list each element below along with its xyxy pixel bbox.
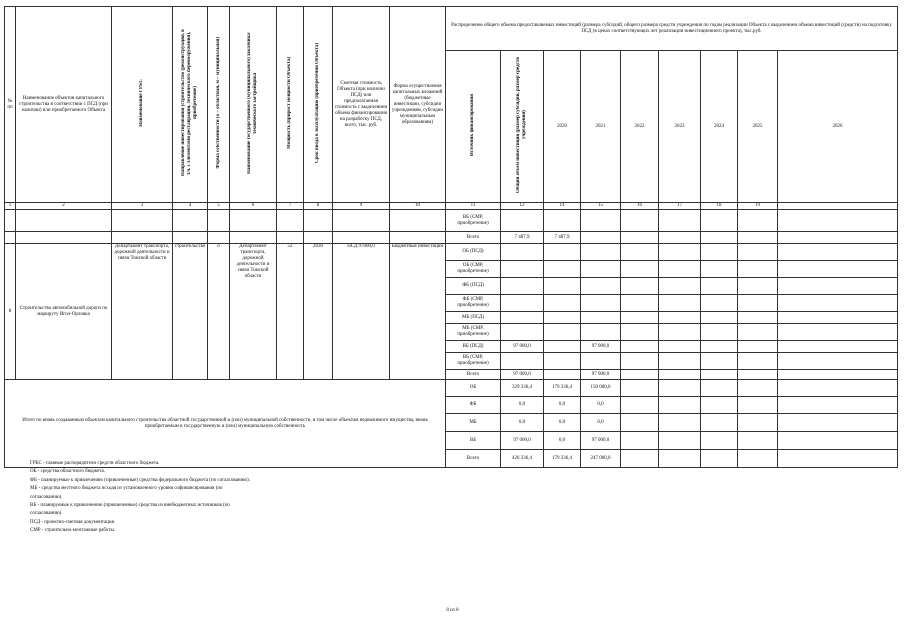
total-cell [501,312,544,324]
source-cell: МБ [446,414,501,432]
y2021-cell [581,295,621,312]
y2020-cell [544,324,581,341]
source-cell: Всего [446,450,501,468]
total-cell [501,278,544,295]
y2021-cell: 97 000,0 [581,432,621,450]
note-line: согласованию). [30,494,63,500]
source-cell: ФБ (СМР, приобретение) [446,295,501,312]
y2021-cell [581,278,621,295]
header-customer: Наименование государственного (муниципального) заказчика/ технического застройщика [230,7,277,203]
object-customer: Департамент транспорта, дорожной деятельности и связи Томской области [230,244,277,380]
col-number: 6 [230,203,277,210]
table-row [5,244,898,261]
col-number: 16 [621,203,659,210]
y2020-cell [544,244,581,261]
abbreviation-notes [30,460,330,536]
col-number: 12 [501,203,544,210]
total-cell [501,295,544,312]
total-cell: 0,0 [501,397,544,414]
header-year: 2021 [581,51,621,203]
header-cost: Сметная стоимость Объекта (при наличии ПСД) или предполагаемая стоимость с выделением объема финансирования на разработку ПСД, всего, тыс. руб. [333,7,390,203]
source-cell: Всего [446,370,501,380]
header-year: 2020 [544,51,581,203]
column-number-row [5,203,898,210]
note-line: ВБ - планируемые к привлечению (привлеченные) средства из внебюджетных источников (по [30,503,230,509]
source-cell: МБ (ПСД) [446,312,501,324]
object-grbs: Департамент транспорта, дорожной деятельности и связи Томской области [112,244,173,380]
header-year: 2026 [778,51,898,203]
source-cell: МБ (СМР, приобретение) [446,324,501,341]
source-cell: ФБ (ПСД) [446,278,501,295]
header-year: 2024 [701,51,738,203]
table-row [5,380,898,397]
note-line: ОБ - средства областного бюджета. [30,469,106,475]
y2020-cell: 179 336,4 [544,450,581,468]
source-cell: ВБ (ПСД) [446,341,501,353]
header-name: Наименование объектов капитального строительства в соответствии с ПСД (при наличии) или приобретаемого Объекта [16,7,112,203]
total-cell: 0,0 [501,414,544,432]
col-number [778,203,898,210]
total-cell [501,353,544,370]
header-form: Форма осуществления капитальных вложений (бюджетные инвестиции, субсидии учреждениям, субсидии муниципальным образованиям) [390,7,446,203]
y2021-cell: 0,0 [581,397,621,414]
source-cell: ОБ (СМР, приобретение) [446,261,501,278]
object-direction: строительство [173,244,208,380]
total-cell [501,210,544,232]
y2021-cell: 0,0 [581,414,621,432]
y2021-cell [581,324,621,341]
col-number: 18 [701,203,738,210]
total-cell: 7 487,9 [501,232,544,244]
col-number: 1 [5,203,16,210]
total-cell: 97 000,0 [501,370,544,380]
y2020-cell [544,210,581,232]
header-year: 2023 [659,51,701,203]
total-cell [501,244,544,261]
col-number: 10 [390,203,446,210]
y2021-cell [581,232,621,244]
y2021-cell [581,353,621,370]
table-row [5,232,898,244]
source-cell: ОБ (ПСД) [446,244,501,261]
source-cell: ВБ (СМР, приобретение) [446,353,501,370]
note-line: ПСД - проектно-сметная документация. [30,519,116,525]
col-number: 8 [304,203,333,210]
header-total: Общий объем инвестиций (размер субсидии, размер средств учреждения) [501,51,544,203]
y2021-cell [581,261,621,278]
page-number: 8 из 8 [446,608,459,613]
y2020-cell: 0,0 [544,397,581,414]
object-ownership: о [208,244,230,380]
note-line: ФБ - планируемые к привлечению (привлеченные) средства федерального бюджета (по согласованию). [30,477,250,483]
note-line: ГРБС - главные распорядители средств областного бюджета. [30,461,160,466]
total-cell: 426 336,4 [501,450,544,468]
y2021-cell [581,210,621,232]
header-year: 2022 [621,51,659,203]
y2021-cell [581,244,621,261]
source-cell: ВБ [446,432,501,450]
col-number: 2 [16,203,112,210]
note-line: согласованию). [30,511,63,517]
source-cell: ОБ [446,380,501,397]
total-cell [501,324,544,341]
y2020-cell: 7 487,9 [544,232,581,244]
col-number: 19 [738,203,778,210]
y2020-cell [544,341,581,353]
total-cell: 329 336,4 [501,380,544,397]
col-number: 17 [659,203,701,210]
object-cost: ПСД 97000,0 [333,244,390,380]
col-number: 9 [333,203,390,210]
col-number: 7 [277,203,304,210]
y2020-cell: 0,0 [544,414,581,432]
header-term: Срок ввода в эксплуатацию (приобретения Объекта) [304,7,333,203]
y2020-cell [544,312,581,324]
y2020-cell: 179 336,4 [544,380,581,397]
y2020-cell [544,353,581,370]
y2021-cell: 97 000,0 [581,341,621,353]
y2020-cell [544,370,581,380]
y2020-cell [544,295,581,312]
source-cell: Всего [446,232,501,244]
object-name: Строительство автомобильной дороги по маршруту Игол-Орловка [16,244,112,380]
header-year: 2025 [738,51,778,203]
col-number: 5 [208,203,230,210]
y2020-cell: 0,0 [544,432,581,450]
header-capacity: Мощность (прирост мощности Объекта) [277,7,304,203]
investment-table [4,6,898,468]
col-number: 15 [581,203,621,210]
source-cell: ФБ [446,397,501,414]
y2021-cell: 150 000,0 [581,380,621,397]
col-number: 4 [173,203,208,210]
y2021-cell: 247 000,0 [581,450,621,468]
y2020-cell [544,261,581,278]
header-no: № пп [5,7,16,203]
object-number: 8 [5,244,16,380]
header-grbs: Наименование ГРБС [112,7,173,203]
total-cell [501,261,544,278]
y2021-cell [581,312,621,324]
note-line: МБ - средства местного бюджета исходя из установленного уровня софинансирования (по [30,486,223,492]
object-capacity: 52 [277,244,304,380]
note-line: СМР - строительно-монтажные работы. [30,528,116,534]
y2021-cell: 97 000,0 [581,370,621,380]
col-number: 14 [544,203,581,210]
total-cell: 97 000,0 [501,341,544,353]
header-direction: Направление инвестирования (строительство (реконструкция, в т.ч. с элементами реставрации, технического перевооружения), приобретение) [173,7,208,203]
object-term: 2030 [304,244,333,380]
total-cell: 97 000,0 [501,432,544,450]
header-ownership: Форма собственности (о – областная, м – муниципальная) [208,7,230,203]
object-form: Бюджетные инвестиции [390,244,446,380]
totals-label: Итого по вновь создаваемым объектам капитального строительства областной государственной и (или) муниципальной собственности, в том числе объектам недвижимого имущества, вновь приобретаемым в государственную и (или) муниципальную собственность [5,380,446,468]
header-source: Источник финансирования [446,51,501,203]
table-row [5,210,898,232]
col-number: 11 [446,203,501,210]
y2020-cell [544,278,581,295]
source-cell: ВБ (СМР, приобретение) [446,210,501,232]
header-distribution: Распределение общего объема предоставляемых инвестиций (размера субсидий, общего размера средств учреждения по годам реализации Объекта с выделением объема инвестиций (средств) на подготовку ПСД (в ценах соответствующих лет реализации инвестиционного проекта), тыс.руб. [446,7,898,51]
col-number: 3 [112,203,173,210]
